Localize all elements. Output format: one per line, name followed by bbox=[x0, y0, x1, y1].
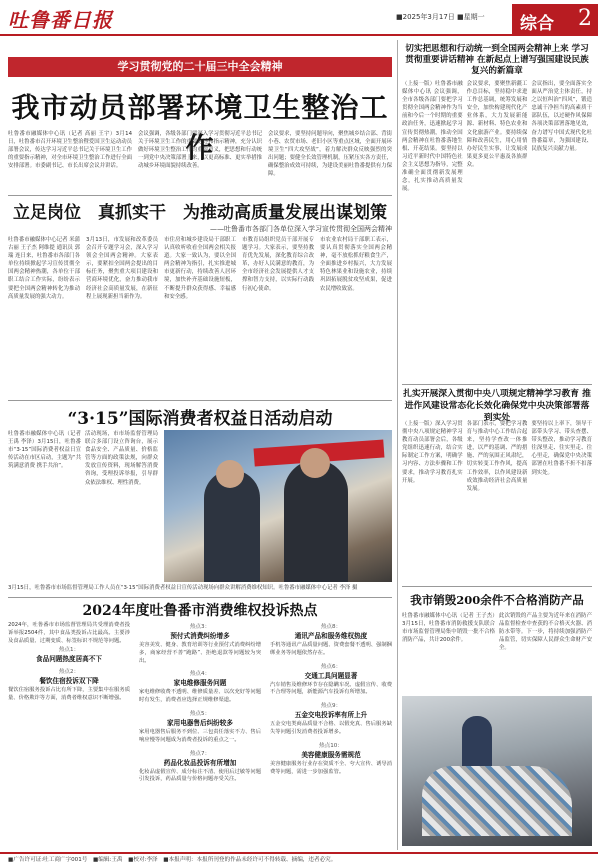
hotspot-item bbox=[139, 749, 261, 785]
right-story1-col-2: 会议要求，要聚焦新疆工作总目标，坚持稳中求进工作总基调，统筹发展和安全，加快构建现代化产业体系，大力发展新能源、新材料、特色农业和文化旅游产业。要持续保障和改善民生，用心用情办好民生实事，让发展成果更多更公平惠及各族群众。 bbox=[466, 81, 528, 168]
divider bbox=[402, 384, 592, 385]
hotspot-text: 汽车销售及维修环节存在隐瞒车况、虚假宣传、收费不合理等问题，新能源汽车投诉有所增加。 bbox=[270, 681, 392, 696]
hotspot-item bbox=[270, 622, 392, 658]
photo-product-pile bbox=[422, 766, 572, 836]
hotspot-label: 热点7： bbox=[189, 750, 211, 757]
news-photo bbox=[402, 696, 592, 846]
hotspot-item bbox=[8, 622, 130, 663]
lead-col-3: 会议要求，要坚持问题导向，聚焦城乡结合部、背街小巷、农贸市场、老旧小区等重点区域，全面开展环境卫生“四大攻坚战”，着力解决群众反映强烈的突出问题；要健全长效管理机制，压紧压实各方责任，确保整治成效可持续，为建设美丽吐鲁番提供有力保障。 bbox=[268, 131, 392, 178]
right-story1-col-3: 会议指出，要全面落实全面从严治党主体责任，持之以恒纠治“四风”，锻造忠诚干净担当的高素质干部队伍，以过硬作风保障各项决策部署落地见效，奋力谱写中国式现代化吐鲁番篇章，为强国建设、民族复兴贡献力量。 bbox=[531, 81, 593, 152]
right-story3-col-1: 吐鲁番市融媒体中心讯（记者 王子杰）3月15日，吐鲁番市消防救援支队联合市市场监督管理局集中销毁一批不合格消防产品，共计200余件。 bbox=[402, 613, 495, 644]
hotspots-col-2 bbox=[139, 622, 261, 848]
hotspot-label: 热点2： bbox=[58, 669, 80, 676]
right-story2-col-1: （上接一版）深入学习贯彻中央八项规定精神学习教育动员部署会后，各级党组织迅速行动，结合实际制定工作方案，明确学习内容、方法步骤和工作要求，推动学习教育扎实开展。 bbox=[402, 421, 463, 484]
right-story3-headline: 我市销毁200余件不合格消防产品 bbox=[410, 593, 584, 607]
story2-subhead: ——吐鲁番市各部门各单位深入学习宣传贯彻全国两会精神 bbox=[210, 225, 392, 233]
hotspot-item bbox=[270, 741, 392, 777]
story2-col-1: 吐鲁番市融媒体中心记者 米蒲古丽 王子杰 阿维提 通讯员 郭瑞 连日来，吐鲁番市各部门各单位持续掀起学习宣传贯彻全国两会精神热潮，各单位干部职工结合工作实际，纷纷表示要把全国两会精神转化为推动高质量发展的强大动力。 bbox=[8, 237, 80, 300]
hotspot-title: 交通工具问题显著 bbox=[304, 671, 358, 680]
page-footer: ■广告许可证:吐工商广字001号 ■编辑:王禹 ■校对:李泽 ■本报声明：本报所刊登的作品未经许可不得转载、摘编，违者必究。 bbox=[0, 852, 598, 867]
newspaper-name: 吐鲁番日报 bbox=[8, 8, 113, 32]
right-story3-col-2: 此次销毁的产品主要为近年来在消防产品监督检查中查获的不合格灭火器、消防水带等。下一步，将持续加强消防产品监管，切实保障人民群众生命财产安全。 bbox=[499, 613, 592, 652]
hotspot-title: 家用电器售后纠纷较多 bbox=[167, 718, 233, 727]
hotspots-col-1 bbox=[8, 622, 130, 848]
hotspot-title: 药品化妆品投诉有所增加 bbox=[163, 758, 237, 767]
hotspot-label: 热点9： bbox=[320, 703, 342, 710]
hotspot-text: 手机等通讯产品质量问题、资费套餐不透明、强制捆绑业务等问题依然存在。 bbox=[270, 642, 392, 656]
hotspots-grid bbox=[8, 622, 392, 848]
hotspot-label: 热点4： bbox=[189, 671, 211, 678]
photo-person bbox=[284, 460, 348, 582]
right-story1-body bbox=[402, 80, 592, 380]
hotspot-item bbox=[8, 667, 130, 703]
right-story1-headline: 切实把思想和行动统一到全国两会精神上来 学习贯彻重要讲话精神 在新起点上谱写强国建设民族复兴的新篇章 bbox=[405, 44, 589, 76]
story2-body bbox=[8, 236, 392, 394]
divider bbox=[8, 195, 392, 196]
section-label: 综合 bbox=[520, 14, 554, 34]
story3-col-1: 吐鲁番市融媒体中心讯（记者 王禹 李泽）3月15日，吐鲁番市“3·15”国际消费者权益日宣传活动在市区启动，主题为“共筑满意消费 携手共治”。 bbox=[8, 431, 81, 470]
story2-headline: 立足岗位 真抓实干 为推动高质量发展出谋划策 bbox=[13, 203, 387, 223]
column-rule bbox=[397, 40, 398, 850]
hotspot-text: 化妆品虚假宣传、成分标注不清、使用后过敏等问题引发投诉，药品质量与价格问题亦受关注。 bbox=[139, 768, 261, 783]
topic-banner: 学习贯彻党的二十届三中全会精神 bbox=[8, 57, 392, 77]
right-story2-headline: 扎实开展深入贯彻中央八项规定精神学习教育 推进作风建设常态化长效化确保党中央决策部署落到实处 bbox=[403, 389, 591, 423]
right-story2-body bbox=[402, 420, 592, 578]
lead-col-2: 会议强调，各级各部门要深入学习贯彻习近平总书记关于环境卫生工作的重要论述和指示精神，充分认识做好环境卫生整治工作的重要意义，把思想和行动统一到党中央决策部署上来，以更高标准、更实举措推动城乡环境面貌持续改善。 bbox=[138, 131, 262, 170]
right-story1-col-1: （上接一版）吐鲁番市融媒体中心讯 会议强调，全市各级各部门要把学习贯彻全国两会精神作为当前和今后一个时期的重要政治任务，迅速掀起学习宣传贯彻热潮，推动全国两会精神在吐鲁番落地生根、开花结果。要坚持以习近平新时代中国特色社会主义思想为指导，完整准确全面贯彻新发展理念，扎实推动高质量发展。 bbox=[402, 81, 463, 193]
story3-headline: “3·15”国际消费者权益日活动启动 bbox=[67, 409, 333, 429]
hotspot-title: 美容健康服务需规范 bbox=[301, 750, 361, 759]
hotspots-headline: 2024年度吐鲁番市消费维权投诉热点 bbox=[82, 603, 318, 619]
hotspot-text: 家用电器售后服务不到位、三包责任落实不力、售后响应慢等问题成为消费者投诉的重点之一。 bbox=[139, 728, 261, 743]
hotspot-label: 热点10： bbox=[319, 742, 343, 749]
right-story2-col-3: 要坚持以上率下，领导干部带头学习、带头查摆、带头整改，推动学习教育往深里走、往实里走、往心里走，确保党中央决策部署在吐鲁番不折不扣落到实处。 bbox=[531, 421, 593, 476]
divider bbox=[402, 586, 592, 587]
hotspot-text: 家电维修收费不透明、维修质量差、以次充好等问题时有发生，消费者应选择正规维修渠道。 bbox=[139, 689, 261, 704]
hotspot-title: 五金交电投诉率有所上升 bbox=[294, 711, 368, 720]
hotspot-label: 热点8： bbox=[320, 624, 342, 630]
hotspot-label: 热点3： bbox=[189, 624, 211, 630]
issue-date: ■2025年3月17日 ■星期一 bbox=[396, 13, 485, 21]
right-story3-body bbox=[402, 612, 592, 692]
hotspot-item bbox=[139, 669, 261, 705]
hotspot-text: 2024年，吐鲁番市市场监督管理局共受理消费者投诉举报2504件，其中食品类投诉占比最高。主要涉及食品质量、过期变质、标签标识不规范等问题。 bbox=[8, 622, 130, 644]
story3-body bbox=[8, 430, 158, 580]
hotspot-item bbox=[139, 622, 261, 665]
hotspot-title: 餐饮住宿投诉双下降 bbox=[39, 677, 99, 686]
hotspot-text: 美容美发、健身、教育培训等行业预付式消费纠纷增多，商家经营不善“跑路”、拒绝退款等问题较为突出。 bbox=[139, 642, 261, 664]
lead-headline: 我市动员部署环境卫生整治工作 bbox=[11, 91, 389, 164]
story2-col-4: 市教育局组织党员干部开展专题学习。大家表示，要坚持教育优先发展，深化教育综合改革，办好人民满意的教育，为全市经济社会发展提供人才支撑和智力支持，以实际行动践行初心使命。 bbox=[242, 237, 314, 292]
hotspot-label: 热点6： bbox=[320, 663, 342, 670]
hotspot-label: 热点5： bbox=[189, 710, 211, 717]
divider bbox=[8, 400, 392, 401]
hotspot-text: 美容健康服务行业存在资质不全、夸大宣传、诱导消费等问题，需进一步加强监管。 bbox=[270, 760, 392, 775]
hotspot-item bbox=[139, 709, 261, 745]
story3-col-2: 活动现场，市市场监督管理局联合多部门设立咨询台，展示食品安全、产品质量、价格监管等方面的政策法规，向群众发放宣传资料，现场解答消费咨询，受理投诉举报，引导群众依法维权、理性消费。 bbox=[85, 431, 158, 486]
photo-person-head bbox=[300, 448, 330, 478]
hotspot-item bbox=[270, 701, 392, 737]
news-photo bbox=[164, 430, 392, 582]
hotspot-text: 餐饮住宿服务投诉占比有所下降，主要集中在服务质量、价格欺诈等方面，消费者维权意识不断增强。 bbox=[8, 687, 130, 702]
page-number: 2 bbox=[578, 6, 592, 31]
hotspot-title: 食品问题热度居高不下 bbox=[36, 655, 102, 664]
hotspot-title: 预付式消费纠纷增多 bbox=[170, 632, 230, 640]
photo-caption: 3月15日，吐鲁番市市场监督管理局工作人员在“3·15”国际消费者权益日宣传活动现场向群众讲解消费维权知识。吐鲁番市融媒体中心记者 李泽 摄 bbox=[8, 585, 358, 591]
masthead bbox=[0, 0, 598, 36]
hotspot-item bbox=[270, 662, 392, 698]
story2-col-3: 市住房和城乡建设局干部职工认真收听收看全国两会相关报道。大家一致认为，要以全国两会精神为指引，扎实推进城市更新行动，持续改善人居环境，加快补齐基础设施短板，不断提升群众获得感、幸福感和安全感。 bbox=[164, 237, 236, 300]
hotspot-label: 热点1： bbox=[58, 647, 80, 654]
hotspot-text: 五金交电类商品质量不合格、以假充真、售后服务缺失等问题引发消费者投诉增多。 bbox=[270, 721, 392, 735]
section-tab bbox=[512, 4, 598, 34]
photo-person-head bbox=[216, 460, 244, 488]
lead-body bbox=[8, 130, 392, 192]
hotspots-col-3 bbox=[270, 622, 392, 848]
divider bbox=[8, 597, 392, 598]
hotspot-title: 家电维修服务问题 bbox=[173, 679, 227, 688]
hotspot-title: 通讯产品和服务维权热度 bbox=[294, 632, 368, 640]
right-story2-col-2: 各部门表示，要把学习教育与推动中心工作结合起来，坚持学查改一体推进，以严的基调、严的措施、严的氛围正风肃纪，切实转变工作作风，提高工作效率，以作风建设新成效推动经济社会高质量发展。 bbox=[466, 421, 528, 492]
story2-col-2: 3月13日，市发展和改革委员会召开专题学习会，深入学习领会全国两会精神。大家表示，要紧扣全国两会提出的目标任务，聚焦重大项目建设和营商环境优化，奋力推动我市经济社会高质量发展，在新征程上展现新担当新作为。 bbox=[86, 237, 158, 300]
story2-col-5: 市农业农村局干部职工表示，要认真贯彻落实全国两会精神，毫不放松抓好粮食生产，全面推进乡村振兴，大力发展特色林果业和设施农业，持续巩固拓展脱贫攻坚成果，促进农民增收致富。 bbox=[320, 237, 392, 292]
lead-col-1: 吐鲁番市融媒体中心讯（记者 高丽 王宇）3月14日，吐鲁番市召开环境卫生整治暨爱国卫生运动动员部署会议，传达学习习近平总书记关于环境卫生工作的重要指示精神，对全市环境卫生整治工作进行全面安排部署。市委副书记、市长出席会议并讲话。 bbox=[8, 131, 132, 170]
